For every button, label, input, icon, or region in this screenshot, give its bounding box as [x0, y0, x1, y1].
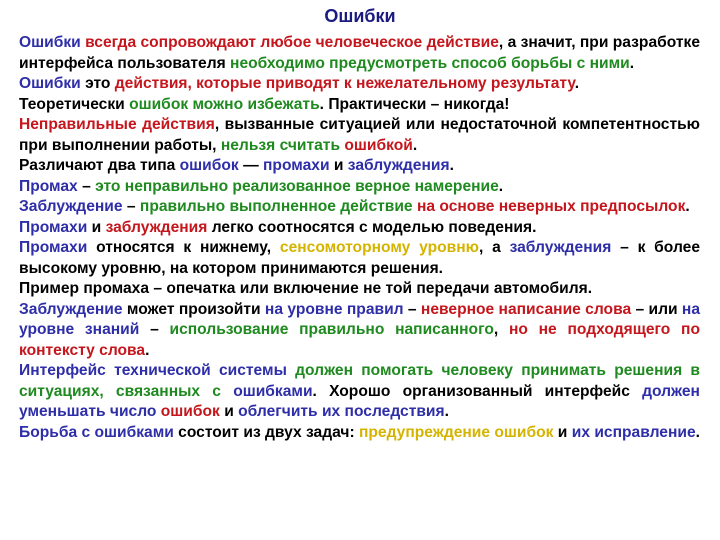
text-segment: легко соотносятся с [207, 218, 373, 236]
text-segment: заблуждения [347, 157, 450, 174]
text-segment: может произойти [122, 300, 265, 318]
text-segment: Различают два типа [19, 157, 180, 174]
text-segment: . [629, 54, 635, 72]
paragraph [19, 156, 700, 177]
text-segment: ошибок [160, 403, 220, 420]
text-segment: промахи [263, 157, 330, 174]
paragraph [19, 197, 700, 218]
text-segment: . [444, 403, 449, 420]
text-segment: . [532, 218, 537, 236]
paragraph [19, 95, 700, 116]
text-segment: Промахи [19, 239, 88, 256]
text-segment: , [493, 321, 509, 338]
text-segment: всегда сопровождают любое человеческое действие [85, 34, 499, 51]
paragraph [19, 238, 700, 279]
text-segment: правильно выполненное действие [139, 198, 413, 215]
paragraph [19, 115, 700, 156]
paragraph [19, 300, 700, 362]
text-segment: . [145, 341, 150, 359]
text-segment: Заблуждение [19, 198, 123, 215]
text-segment: Ошибки [19, 34, 86, 51]
paragraph [19, 177, 700, 198]
text-segment: . [685, 198, 690, 215]
text-segment: и [329, 157, 348, 174]
text-segment: это неправильно реализованное верное намерение [95, 177, 499, 195]
text-segment: сенсомоторному уровню [279, 239, 479, 256]
text-segment: и [219, 403, 239, 420]
text-segment: Интерфейс технической системы [19, 362, 287, 379]
text-segment: должен помогать человеку принимать решения в ситуациях, связанных с [19, 362, 700, 400]
text-segment: использование правильно написанного [169, 321, 494, 338]
text-segment: . [695, 423, 700, 441]
text-segment: Ошибки [19, 75, 86, 92]
text-segment: Борьба с [19, 423, 95, 441]
text-segment: уровню, на котором принимаются решения [101, 259, 439, 277]
text-segment: ошибок можно избежать [129, 95, 320, 113]
text-segment: — [238, 157, 263, 174]
paragraph [19, 218, 700, 239]
text-segment: . Практически – никогда! [319, 95, 510, 113]
text-segment: , а значит, при разработке интерфейса пользователя [19, 34, 700, 72]
text-segment: – [139, 321, 170, 338]
text-segment: ошибкой [344, 136, 413, 154]
text-segment: – или [631, 300, 682, 318]
text-segment: должен уменьшать число [19, 382, 700, 420]
text-segment: Пример промаха – опечатка или включение не той передачи автомобиля. [19, 280, 593, 297]
text-segment: необходимо предусмотреть способ борьбы с ними [230, 54, 630, 72]
text-segment: Промах [19, 177, 78, 195]
text-segment: на уровне правил [264, 300, 404, 318]
text-segment: – [403, 300, 421, 318]
text-segment: . [412, 136, 418, 154]
text-segment: ошибками [233, 382, 313, 400]
slide-body [19, 33, 700, 443]
text-segment: относятся к нижнему, [87, 239, 280, 256]
text-segment: , вызванные ситуацией или недостаточной компетентностью при выполнении работы, [19, 116, 701, 154]
text-segment: на основе неверных предпосылок [416, 198, 686, 215]
text-segment: ошибками [94, 423, 174, 441]
text-segment: заблуждения [105, 218, 208, 236]
slide-title: Ошибки [324, 6, 396, 26]
paragraph [19, 423, 700, 444]
paragraph [19, 74, 700, 95]
text-segment: ошибок [179, 157, 239, 174]
text-segment: . [449, 157, 454, 174]
text-segment: Промахи [19, 218, 88, 236]
text-segment: . [438, 259, 444, 277]
text-segment: . Хорошо организованный интерфейс [312, 382, 643, 400]
text-segment: это [85, 75, 115, 92]
text-segment: облегчить их последствия [238, 403, 445, 420]
text-segment: – к более высокому [19, 239, 700, 277]
text-segment: , а [478, 239, 510, 256]
text-segment: . [498, 177, 504, 195]
text-segment: заблуждения [509, 239, 612, 256]
text-segment: неверное написание слова [420, 300, 632, 318]
paragraph [19, 33, 700, 74]
text-segment: их исправление [571, 423, 696, 441]
text-segment: нельзя считать [220, 136, 345, 154]
text-segment: но не подходящего по контексту слова [19, 321, 701, 359]
text-segment: на уровне знаний [19, 300, 700, 338]
text-segment: и [87, 218, 106, 236]
text-segment: моделью поведения [372, 218, 533, 236]
text-segment: Заблуждение [19, 300, 123, 318]
text-segment: – [122, 198, 140, 215]
text-segment: Неправильные действия [19, 116, 215, 133]
text-segment: . [574, 75, 580, 92]
text-segment [287, 362, 295, 379]
paragraph [19, 361, 700, 423]
paragraph [19, 279, 700, 300]
text-segment: предупреждение ошибок [358, 423, 554, 441]
text-segment: Теоретически [19, 95, 130, 113]
text-segment: действия, которые приводят к нежелательному результату [114, 75, 575, 92]
text-segment: состоит из двух задач: [173, 423, 359, 441]
text-segment: и [553, 423, 572, 441]
text-segment: – [77, 177, 96, 195]
